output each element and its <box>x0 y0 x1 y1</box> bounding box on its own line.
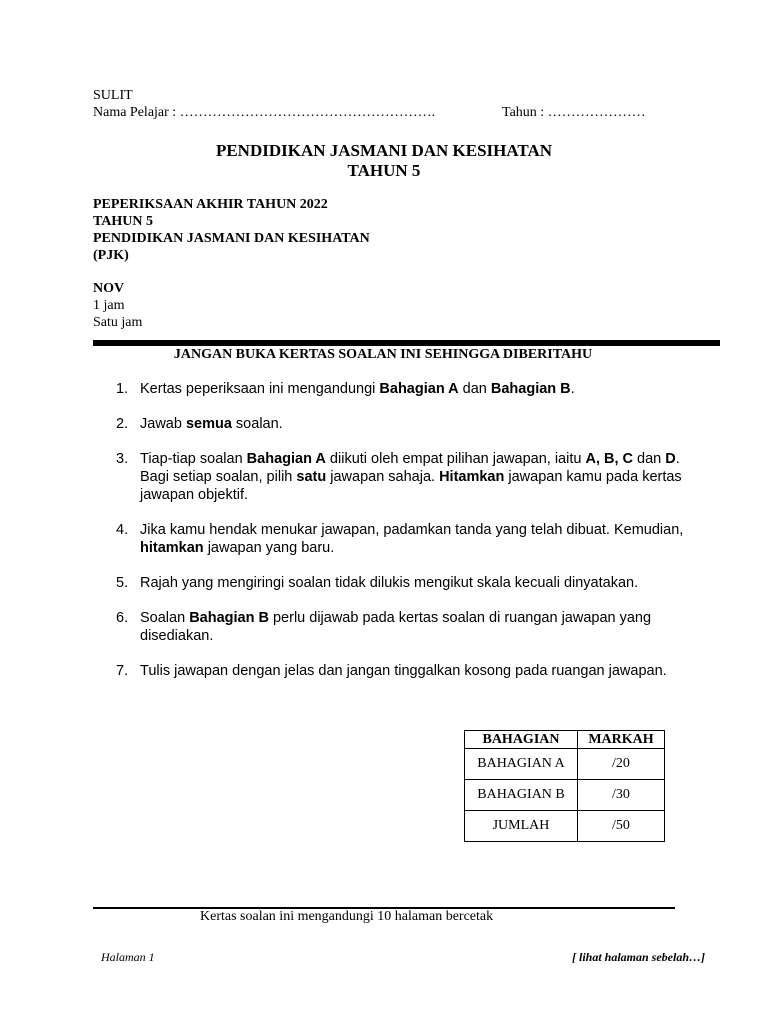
instruction-item <box>116 450 686 504</box>
marks-cell: /50 <box>578 811 665 842</box>
table-row <box>465 780 665 811</box>
exam-subject: PENDIDIKAN JASMANI DAN KESIHATAN <box>93 231 370 246</box>
marks-cell: /20 <box>578 749 665 780</box>
instruction-number: 3. <box>116 451 129 467</box>
instruction-text: soalan. <box>231 416 283 432</box>
section-cell: BAHAGIAN B <box>465 780 578 811</box>
table-header-row <box>465 731 665 749</box>
instruction-text: Jika kamu hendak menukar jawapan, padamkan tanda yang telah dibuat. Kemudian, <box>140 522 684 538</box>
page-count-note: Kertas soalan ini mengandungi 10 halaman bercetak <box>200 909 494 924</box>
marks-cell: /30 <box>578 780 665 811</box>
marks-table <box>464 730 665 842</box>
student-info-line <box>93 105 673 121</box>
instruction-text: Kertas peperiksaan ini mengandungi <box>140 381 380 397</box>
instruction-text: . Bagi setiap soalan, pilih <box>140 451 680 485</box>
instruction-text: Jawab <box>140 416 186 432</box>
instruction-text: jawapan kamu pada kertas jawapan objektif. <box>140 469 682 503</box>
instruction-item <box>116 415 686 433</box>
instruction-text: Tiap-tiap soalan <box>140 451 247 467</box>
instruction-item <box>116 662 686 680</box>
instruction-item <box>116 574 686 592</box>
instruction-number: 2. <box>116 416 129 432</box>
instruction-emphasis: A, B, C <box>585 451 633 467</box>
column-header-section: BAHAGIAN <box>465 731 578 749</box>
instruction-text: Tulis jawapan dengan jelas dan jangan tinggalkan kosong pada ruangan jawapan. <box>140 663 667 679</box>
duration-value: 1 jam <box>93 298 125 313</box>
instruction-item <box>116 380 686 398</box>
instruction-number: 6. <box>116 610 129 626</box>
instruction-number: 5. <box>116 575 129 591</box>
classification-label: SULIT <box>93 88 133 103</box>
instruction-text: Soalan <box>140 610 190 626</box>
student-year-field: Tahun : ………………… <box>502 105 646 120</box>
instruction-text: diikuti oleh empat pilihan jawapan, iaitu <box>325 451 586 467</box>
column-header-marks: MARKAH <box>578 731 665 749</box>
exam-code: (PJK) <box>93 248 129 263</box>
instruction-number: 1. <box>116 381 129 397</box>
instruction-item <box>116 521 686 557</box>
instruction-list <box>116 380 686 697</box>
table-row <box>465 749 665 780</box>
instruction-emphasis: hitamkan <box>140 540 204 556</box>
instruction-text: dan <box>633 451 666 467</box>
warning-notice: JANGAN BUKA KERTAS SOALAN INI SEHINGGA DIBERITAHU <box>173 347 593 362</box>
instruction-emphasis: Hitamkan <box>439 469 505 485</box>
instruction-text: . <box>570 381 575 397</box>
student-name-field: Nama Pelajar : ………………………………………………. <box>93 105 436 120</box>
exam-year: TAHUN 5 <box>93 214 154 229</box>
instruction-text: jawapan sahaja. <box>326 469 440 485</box>
exam-name: PEPERIKSAAN AKHIR TAHUN 2022 <box>93 197 328 212</box>
instruction-number: 4. <box>116 522 129 538</box>
instruction-emphasis: Bahagian B <box>490 381 571 397</box>
table-row <box>465 811 665 842</box>
next-page-note: [ lihat halaman sebelah…] <box>571 950 705 964</box>
exam-details <box>93 196 370 264</box>
instruction-text: dan <box>458 381 491 397</box>
instruction-text: perlu dijawab pada kertas soalan di ruangan jawapan yang disediakan. <box>140 610 652 644</box>
instruction-emphasis: Bahagian A <box>379 381 459 397</box>
instruction-text: Rajah yang mengiringi soalan tidak dilukis mengikut skala kecuali dinyatakan. <box>140 575 639 591</box>
exam-duration <box>93 280 142 331</box>
instruction-text: jawapan yang baru. <box>203 540 335 556</box>
duration-words: Satu jam <box>93 315 143 330</box>
title-year: TAHUN 5 <box>347 161 421 180</box>
page-number: Halaman 1 <box>101 950 155 964</box>
exam-month: NOV <box>93 281 125 296</box>
instruction-emphasis: Bahagian B <box>189 610 269 626</box>
instruction-emphasis: Bahagian A <box>246 451 326 467</box>
instruction-emphasis: D <box>665 451 676 467</box>
title-subject: PENDIDIKAN JASMANI DAN KESIHATAN <box>215 141 553 160</box>
instruction-emphasis: satu <box>296 469 327 485</box>
section-divider <box>93 340 720 346</box>
section-cell: JUMLAH <box>465 811 578 842</box>
instruction-item <box>116 609 686 645</box>
instruction-emphasis: semua <box>185 416 232 432</box>
document-title <box>0 141 768 181</box>
instruction-number: 7. <box>116 663 129 679</box>
section-cell: BAHAGIAN A <box>465 749 578 780</box>
